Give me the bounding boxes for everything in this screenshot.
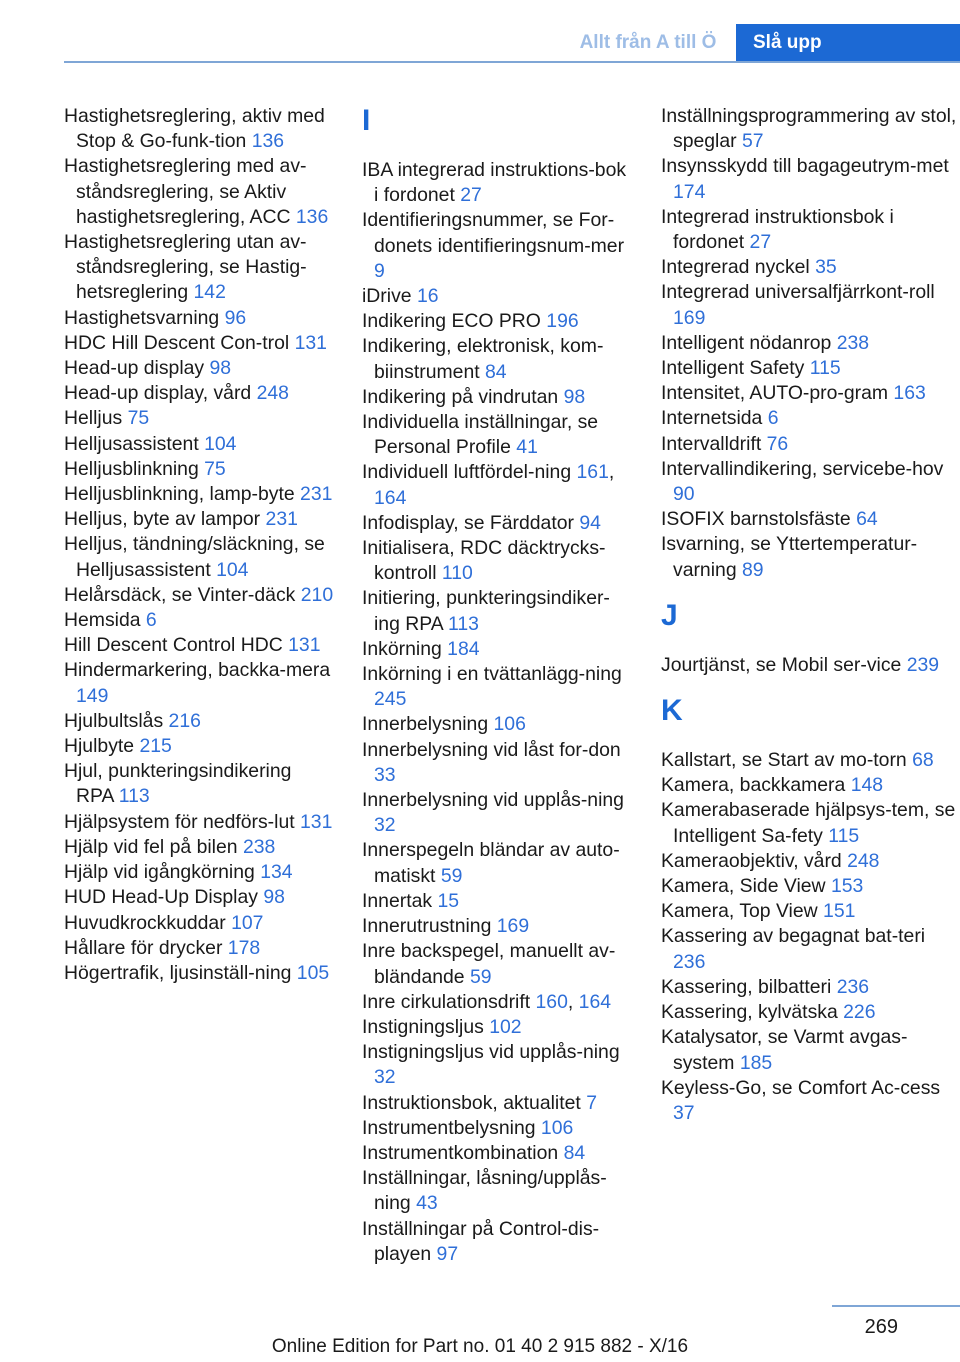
page-link[interactable]: 84 bbox=[485, 360, 507, 383]
index-entry bbox=[661, 255, 960, 280]
page-link[interactable]: 178 bbox=[227, 936, 261, 959]
index-entry bbox=[64, 835, 334, 860]
page-link[interactable]: 94 bbox=[579, 511, 601, 534]
index-term: Hjälp vid igångkörning bbox=[64, 861, 261, 884]
index-term: Hjälp vid fel på bilen bbox=[64, 835, 243, 858]
page-link[interactable]: 161 bbox=[576, 461, 609, 484]
index-column-2 bbox=[362, 104, 634, 1267]
page-link[interactable]: 163 bbox=[893, 382, 926, 405]
index-term: Inställningsprogrammering av stol, speglar bbox=[661, 105, 957, 153]
page-link[interactable]: 6 bbox=[145, 609, 157, 632]
index-entry bbox=[64, 104, 334, 154]
page-link[interactable]: 236 bbox=[836, 975, 870, 998]
page-link[interactable]: 98 bbox=[563, 385, 586, 408]
index-term: Kassering, bilbatteri bbox=[661, 975, 837, 998]
index-entry bbox=[362, 889, 634, 914]
page-link[interactable]: 41 bbox=[516, 436, 538, 459]
page-link[interactable]: 33 bbox=[374, 763, 396, 786]
index-term: Hindermarkering, backka-mera bbox=[64, 659, 331, 682]
index-entry bbox=[362, 1116, 634, 1141]
index-entry bbox=[661, 975, 960, 1000]
index-entry bbox=[661, 1076, 960, 1126]
index-term: Kamera, backkamera bbox=[661, 774, 851, 797]
page-link[interactable]: 7 bbox=[586, 1091, 597, 1114]
index-term: Identifieringsnummer, se For-donets identifieringsnum-mer bbox=[362, 209, 625, 257]
edition-footer: Online Edition for Part no. 01 40 2 915 882 - X/16 bbox=[271, 1336, 689, 1357]
page-link[interactable]: 84 bbox=[563, 1141, 586, 1164]
index-entry bbox=[661, 507, 960, 532]
page-number: 269 bbox=[864, 1316, 898, 1338]
index-entry bbox=[661, 432, 960, 457]
index-entry bbox=[362, 284, 634, 309]
page-link[interactable]: 169 bbox=[673, 306, 706, 329]
index-term: Högertrafik, ljusinställ-ning bbox=[64, 961, 297, 984]
index-entry bbox=[362, 712, 634, 737]
index-entry bbox=[64, 406, 334, 431]
page-link[interactable]: 59 bbox=[440, 864, 463, 887]
index-term: Huvudkrockkuddar bbox=[64, 911, 232, 934]
index-term: Indikering på vindrutan bbox=[362, 385, 564, 408]
index-term: Inkörning i en tvättanlägg-ning bbox=[362, 663, 622, 686]
index-entry bbox=[661, 849, 960, 874]
index-term: Instrumentbelysning bbox=[362, 1116, 541, 1139]
index-entry bbox=[64, 885, 334, 910]
page-link[interactable]: 43 bbox=[416, 1192, 438, 1215]
header-divider bbox=[64, 61, 960, 63]
index-term: Indikering, elektronisk, kom-biinstrument bbox=[362, 335, 604, 383]
index-term: HDC Hill Descent Con-trol bbox=[64, 331, 295, 354]
page-link[interactable]: 245 bbox=[374, 688, 407, 711]
index-entry bbox=[64, 608, 334, 633]
index-term: Helårsdäck, se Vinter-däck bbox=[64, 583, 301, 606]
page-link[interactable]: 75 bbox=[127, 407, 150, 430]
index-entry bbox=[661, 154, 960, 204]
page-link[interactable]: 164 bbox=[374, 486, 407, 509]
page-link[interactable]: 98 bbox=[263, 886, 285, 909]
page-link[interactable]: 27 bbox=[749, 231, 772, 254]
index-term: Instruktionsbok, aktualitet bbox=[362, 1091, 587, 1114]
index-list-j bbox=[661, 653, 960, 678]
index-entry bbox=[64, 356, 334, 381]
page-link[interactable]: 107 bbox=[231, 911, 264, 934]
index-entry bbox=[362, 1141, 634, 1166]
index-entry bbox=[362, 1040, 634, 1090]
page-link[interactable]: 236 bbox=[673, 950, 706, 973]
index-entry bbox=[64, 482, 334, 507]
index-term: Innerutrustning bbox=[362, 915, 497, 938]
index-column-1 bbox=[64, 104, 334, 986]
index-term: Kamera, Side View bbox=[661, 875, 831, 898]
index-term: Inre cirkulationsdrift bbox=[362, 990, 536, 1013]
index-term: Kamerabaserade hjälpsys-tem, se Intelligent Sa-fety bbox=[661, 799, 956, 847]
page-link[interactable]: 64 bbox=[856, 508, 878, 531]
page-link[interactable]: 238 bbox=[242, 835, 276, 858]
index-term: Kameraobjektiv, vård bbox=[661, 849, 848, 872]
index-entry bbox=[362, 511, 634, 536]
page-link[interactable]: 6 bbox=[767, 407, 779, 430]
index-entry bbox=[64, 911, 334, 936]
index-list-k bbox=[661, 748, 960, 1126]
index-entry bbox=[362, 838, 634, 888]
index-entry bbox=[362, 939, 634, 989]
index-entry bbox=[64, 860, 334, 885]
index-entry bbox=[362, 738, 634, 788]
page-link[interactable]: 97 bbox=[436, 1242, 459, 1265]
index-term: Inställningar, låsning/upplås-ning bbox=[362, 1167, 607, 1215]
index-term: Integrerad nyckel bbox=[661, 256, 816, 279]
page-link[interactable]: 106 bbox=[493, 713, 526, 736]
index-entry bbox=[362, 334, 634, 384]
index-term: Inkörning bbox=[362, 637, 448, 660]
index-term: Internetsida bbox=[661, 407, 768, 430]
index-term: Instigningsljus vid upplås-ning bbox=[362, 1041, 620, 1064]
page-link[interactable]: 239 bbox=[906, 653, 940, 676]
index-term: Intelligent Safety bbox=[661, 357, 810, 380]
page-link[interactable]: 238 bbox=[836, 331, 870, 354]
page-link[interactable]: 15 bbox=[437, 889, 460, 912]
page-link[interactable]: 164 bbox=[578, 990, 612, 1013]
tab-index-a-to-z[interactable]: Allt från A till Ö bbox=[579, 32, 717, 53]
index-term: Intensitet, AUTO-pro-gram bbox=[661, 382, 894, 405]
index-entry bbox=[661, 381, 960, 406]
page-link[interactable]: 196 bbox=[546, 310, 579, 333]
index-entry bbox=[661, 280, 960, 330]
index-entry bbox=[661, 798, 960, 848]
page-link[interactable]: 142 bbox=[193, 281, 226, 304]
page-link[interactable]: 32 bbox=[374, 1066, 396, 1089]
index-term: Initialisera, RDC däcktrycks-kontroll bbox=[362, 537, 606, 585]
page-link[interactable]: 59 bbox=[469, 965, 492, 988]
index-entry bbox=[661, 532, 960, 582]
index-term: Initiering, punkteringsindiker-ing RPA bbox=[362, 587, 610, 635]
index-entry bbox=[64, 532, 334, 582]
index-term: Kassering, kylvätska bbox=[661, 1001, 844, 1024]
index-term: Integrerad instruktionsbok i fordonet bbox=[661, 205, 894, 254]
index-term: Kassering av begagnat bat-teri bbox=[661, 925, 926, 948]
index-entry bbox=[362, 788, 634, 838]
page-link[interactable]: 248 bbox=[256, 382, 289, 405]
page-link[interactable]: 104 bbox=[216, 558, 249, 581]
index-term: Inställningar på Control-dis-playen bbox=[362, 1217, 600, 1265]
page-link[interactable]: 215 bbox=[139, 735, 172, 758]
index-entry bbox=[362, 208, 634, 284]
index-term: Katalysator, se Varmt avgas-system bbox=[661, 1026, 908, 1074]
index-term: Jourtjänst, se Mobil ser-vice bbox=[661, 653, 907, 676]
page-link[interactable]: 148 bbox=[850, 774, 884, 797]
index-entry bbox=[362, 309, 634, 334]
index-entry bbox=[64, 306, 334, 331]
index-term: Helljus bbox=[64, 407, 128, 430]
page-link[interactable]: 90 bbox=[673, 483, 695, 506]
index-term: Hastighetsreglering, aktiv med Stop & Go-funk-tion bbox=[64, 105, 325, 153]
index-entry bbox=[64, 709, 334, 734]
index-entry bbox=[362, 1015, 634, 1040]
index-term: Insynsskydd till bagageutrym-met bbox=[661, 155, 949, 178]
index-entry bbox=[64, 810, 334, 835]
page-link[interactable]: 131 bbox=[294, 331, 327, 354]
index-entry bbox=[661, 331, 960, 356]
index-entry bbox=[362, 586, 634, 636]
footer-divider bbox=[832, 1305, 960, 1307]
page-link[interactable]: 113 bbox=[448, 612, 479, 635]
page-link[interactable]: 37 bbox=[673, 1101, 695, 1124]
page-link[interactable]: 27 bbox=[460, 184, 482, 207]
index-entry bbox=[362, 914, 634, 939]
index-term: Individuella inställningar, se Personal Profile bbox=[362, 411, 599, 459]
section-letter-j: J bbox=[661, 598, 678, 632]
index-term: Hastighetsreglering utan av-ståndsreglering, se Hastig-hetsreglering bbox=[64, 231, 307, 304]
index-entry bbox=[661, 406, 960, 431]
index-term: Inre backspegel, manuellt av-bländande bbox=[362, 940, 616, 988]
page-link[interactable]: 16 bbox=[416, 285, 439, 308]
page-link[interactable]: 76 bbox=[766, 432, 789, 455]
index-entry bbox=[362, 1166, 634, 1216]
index-term: Isvarning, se Yttertemperatur-varning bbox=[661, 533, 918, 581]
index-term: ISOFIX barnstolsfäste bbox=[661, 508, 857, 531]
index-term: Hjulbultslås bbox=[64, 709, 169, 732]
index-entry bbox=[362, 410, 634, 460]
index-entry bbox=[661, 899, 960, 924]
index-term: Innerspegeln bländar av auto-matiskt bbox=[362, 839, 620, 887]
page-link[interactable]: 131 bbox=[300, 810, 333, 833]
index-term: Innerbelysning vid låst for-don bbox=[362, 738, 621, 761]
index-entry bbox=[661, 205, 960, 255]
page-link[interactable]: 160 bbox=[535, 990, 568, 1013]
page-link[interactable]: 248 bbox=[847, 849, 880, 872]
index-term: Hastighetsreglering med av-ståndsreglering, se Aktiv hastighetsreglering, ACC bbox=[64, 155, 307, 228]
index-term: Kallstart, se Start av mo-torn bbox=[661, 749, 913, 772]
index-term: Intervalldrift bbox=[661, 432, 767, 455]
index-entry bbox=[661, 924, 960, 974]
index-term: Kamera, Top View bbox=[661, 900, 824, 923]
page-link[interactable]: 96 bbox=[224, 306, 247, 329]
index-term: Instigningsljus bbox=[362, 1015, 490, 1038]
index-entry bbox=[64, 961, 334, 986]
page-link[interactable]: 231 bbox=[265, 508, 298, 531]
page-link[interactable]: 68 bbox=[912, 749, 934, 772]
index-entry bbox=[661, 457, 960, 507]
index-entry bbox=[661, 1000, 960, 1025]
index-list-i bbox=[362, 158, 634, 1267]
page-link[interactable]: 226 bbox=[843, 1001, 876, 1024]
page-link[interactable]: 106 bbox=[540, 1116, 574, 1139]
page-link[interactable]: 151 bbox=[823, 900, 856, 923]
page-link[interactable]: 169 bbox=[496, 915, 530, 938]
index-term: Intelligent nödanrop bbox=[661, 331, 837, 354]
index-entry bbox=[661, 773, 960, 798]
index-entry bbox=[64, 230, 334, 306]
index-entry bbox=[64, 583, 334, 608]
section-letter-i: I bbox=[362, 104, 371, 137]
index-term: IBA integrerad instruktions-bok i fordonet bbox=[362, 159, 627, 207]
index-term: Hjälpsystem för nedförs-lut bbox=[64, 810, 301, 833]
index-entry bbox=[661, 104, 960, 154]
index-term: Helljusblinkning bbox=[64, 457, 205, 480]
index-term: Hemsida bbox=[64, 609, 146, 632]
index-entry bbox=[362, 1217, 634, 1267]
page-link[interactable]: 57 bbox=[742, 130, 764, 153]
page-link[interactable]: 89 bbox=[742, 558, 764, 581]
index-entry bbox=[64, 633, 334, 658]
index-entry bbox=[64, 154, 334, 230]
page-link[interactable]: 174 bbox=[673, 180, 706, 203]
page-link[interactable]: 231 bbox=[300, 483, 333, 506]
index-term: Helljus, byte av lampor bbox=[64, 508, 266, 531]
index-entry bbox=[64, 457, 334, 482]
index-term: HUD Head-Up Display bbox=[64, 886, 264, 909]
index-entry bbox=[64, 658, 334, 708]
page-link[interactable]: 216 bbox=[168, 709, 201, 732]
index-entry bbox=[362, 385, 634, 410]
page-link[interactable]: 153 bbox=[830, 875, 864, 898]
index-term: Hill Descent Control HDC bbox=[64, 634, 289, 657]
index-list-i-continued bbox=[661, 104, 960, 583]
page-link[interactable]: 136 bbox=[251, 130, 285, 153]
index-entry bbox=[661, 653, 960, 678]
index-entry: Inre cirkulationsdrift 160, 164 bbox=[362, 990, 612, 1013]
index-term: Helljusblinkning, lamp-byte bbox=[64, 483, 301, 506]
page-link[interactable]: 185 bbox=[739, 1051, 773, 1074]
page-link[interactable]: 115 bbox=[809, 357, 841, 380]
index-entry: Individuell luftfördel-ning 161, 164 bbox=[362, 461, 615, 509]
index-entry bbox=[64, 507, 334, 532]
index-term: Helljusassistent bbox=[64, 432, 205, 455]
page-link[interactable]: 32 bbox=[374, 814, 396, 837]
index-term: Hastighetsvarning bbox=[64, 306, 225, 329]
index-term: Instrumentkombination bbox=[362, 1141, 564, 1164]
index-entry bbox=[64, 381, 334, 406]
index-term: Indikering ECO PRO bbox=[362, 310, 547, 333]
page-link[interactable]: 131 bbox=[288, 634, 321, 657]
section-letter-k: K bbox=[661, 694, 683, 728]
index-term: Innerbelysning bbox=[362, 713, 494, 736]
index-entry bbox=[362, 662, 634, 712]
index-term: Hållare för drycker bbox=[64, 936, 228, 959]
page-link[interactable]: 210 bbox=[300, 583, 334, 606]
index-column-3 bbox=[661, 104, 960, 1126]
index-term: Helljus, tändning/släckning, se Helljusassistent bbox=[64, 533, 325, 581]
index-term: Infodisplay, se Färddator bbox=[362, 511, 580, 534]
page-link[interactable]: 136 bbox=[295, 205, 329, 228]
page-link[interactable]: 105 bbox=[296, 961, 330, 984]
index-entry bbox=[362, 637, 634, 662]
page-link[interactable]: 115 bbox=[828, 824, 860, 847]
index-entry bbox=[362, 536, 634, 586]
page-link[interactable]: 102 bbox=[489, 1015, 522, 1038]
index-entry bbox=[64, 331, 334, 356]
index-term: Hjulbyte bbox=[64, 735, 140, 758]
index-term: Keyless-Go, se Comfort Ac-cess bbox=[661, 1076, 941, 1099]
index-entry bbox=[661, 874, 960, 899]
index-entry bbox=[661, 1025, 960, 1075]
page-link[interactable]: 104 bbox=[204, 432, 237, 455]
index-entry bbox=[64, 432, 334, 457]
index-entry bbox=[661, 748, 960, 773]
page-link[interactable]: 134 bbox=[260, 861, 293, 884]
index-entry bbox=[362, 158, 634, 208]
index-term: Innerbelysning vid upplås-ning bbox=[362, 789, 624, 812]
page-link[interactable]: 35 bbox=[815, 256, 837, 279]
index-term: Innertak bbox=[362, 889, 438, 912]
page-link[interactable]: 149 bbox=[76, 684, 109, 707]
page-link[interactable]: 184 bbox=[447, 637, 480, 660]
page-link[interactable]: 113 bbox=[118, 785, 150, 808]
index-entry bbox=[64, 759, 334, 809]
index-term: Hjul, punkteringsindikering RPA bbox=[64, 760, 292, 808]
index-term: Head-up display, vård bbox=[64, 382, 257, 405]
index-entry bbox=[362, 1091, 634, 1116]
tab-lookup[interactable]: Slå upp bbox=[736, 24, 960, 62]
page-link[interactable]: 98 bbox=[209, 357, 232, 380]
page-link[interactable]: 9 bbox=[374, 259, 385, 282]
index-entry bbox=[661, 356, 960, 381]
index-term: Head-up display bbox=[64, 357, 210, 380]
index-term: Integrerad universalfjärrkont-roll bbox=[661, 281, 935, 304]
index-entry bbox=[64, 936, 334, 961]
index-term: Intervallindikering, servicebe-hov bbox=[661, 457, 944, 480]
index-entry bbox=[64, 734, 334, 759]
index-term: Individuell luftfördel-ning bbox=[362, 461, 577, 484]
index-term: iDrive bbox=[362, 285, 417, 308]
page-link[interactable]: 75 bbox=[204, 457, 226, 480]
page-link[interactable]: 110 bbox=[441, 562, 473, 585]
